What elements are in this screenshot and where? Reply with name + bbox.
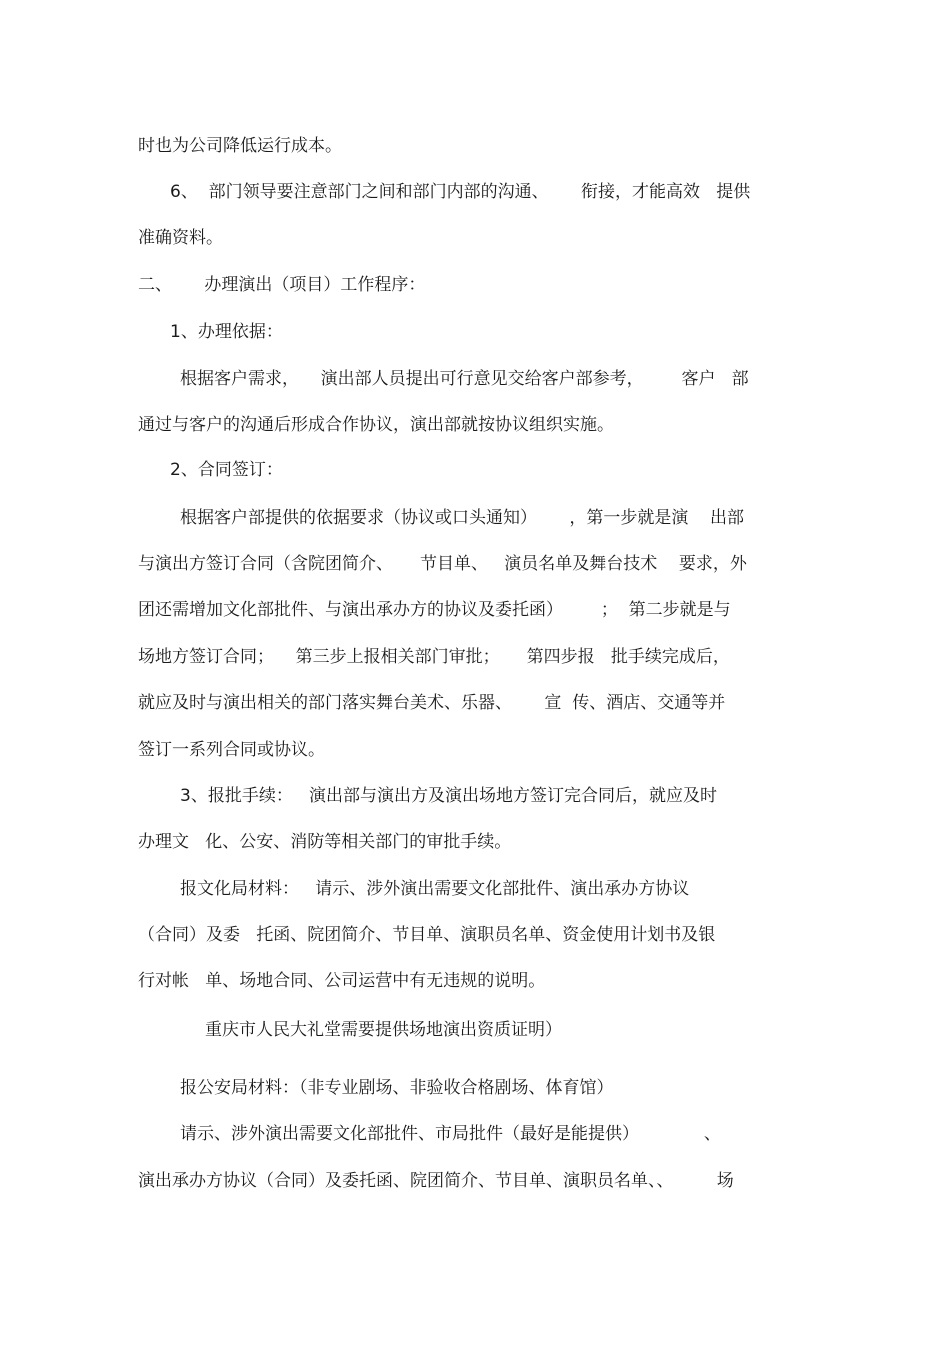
text-line: 通过与客户的沟通后形成合作协议，演出部就按协议组织实施。 bbox=[138, 415, 614, 435]
text-line: 请示、涉外演出需要文化部批件、市局批件（最好是能提供） 、 bbox=[180, 1124, 721, 1144]
section-heading: 二、 办理演出（项目）工作程序： bbox=[138, 275, 426, 295]
text-line: 重庆市人民大礼堂需要提供场地演出资质证明） bbox=[205, 1020, 562, 1040]
text-line: 与演出方签订合同（含院团简介、 节目单、 演员名单及舞台技术 要求，外 bbox=[138, 554, 747, 574]
text-line: 报文化局材料： 请示、涉外演出需要文化部批件、演出承办方协议 bbox=[180, 879, 690, 899]
text-line: 报公安局材料：（非专业剧场、非验收合格剧场、体育馆） bbox=[180, 1078, 614, 1098]
text-line: 团还需增加文化部批件、与演出承办方的协议及委托函） ； 第二步就是与 bbox=[138, 600, 731, 620]
text-line: 根据客户部提供的依据要求（协议或口头通知） ，第一步就是演 出部 bbox=[180, 508, 745, 528]
text-line: 签订一系列合同或协议。 bbox=[138, 740, 325, 760]
subsection-heading: 1、办理依据： bbox=[170, 322, 283, 342]
text-line: 行对帐 单、场地合同、公司运营中有无违规的说明。 bbox=[138, 971, 546, 991]
subsection-heading: 2、合同签订： bbox=[170, 460, 283, 480]
text-line: 6、 部门领导要注意部门之间和部门内部的沟通、 衔接，才能高效 提供 bbox=[170, 182, 751, 202]
subsection-heading: 3、报批手续： 演出部与演出方及演出场地方签订完合同后，就应及时 bbox=[180, 786, 718, 806]
text-line: （合同）及委 托函、院团简介、节目单、演职员名单、资金使用计划书及银 bbox=[138, 925, 716, 945]
text-line: 演出承办方协议（合同）及委托函、院团简介、节目单、演职员名单、、 场 bbox=[138, 1171, 734, 1191]
text-line: 根据客户需求， 演出部人员提出可行意见交给客户部参考， 客户 部 bbox=[180, 369, 749, 389]
text-line: 场地方签订合同； 第三步上报相关部门审批； 第四步报 批手续完成后， bbox=[138, 647, 730, 667]
text-line: 时也为公司降低运行成本。 bbox=[138, 136, 342, 156]
text-line: 准确资料。 bbox=[138, 228, 223, 248]
text-line: 办理文 化、公安、消防等相关部门的审批手续。 bbox=[138, 832, 512, 852]
text-line: 就应及时与演出相关的部门落实舞台美术、乐器、 宣 传、酒店、交通等并 bbox=[138, 693, 726, 713]
